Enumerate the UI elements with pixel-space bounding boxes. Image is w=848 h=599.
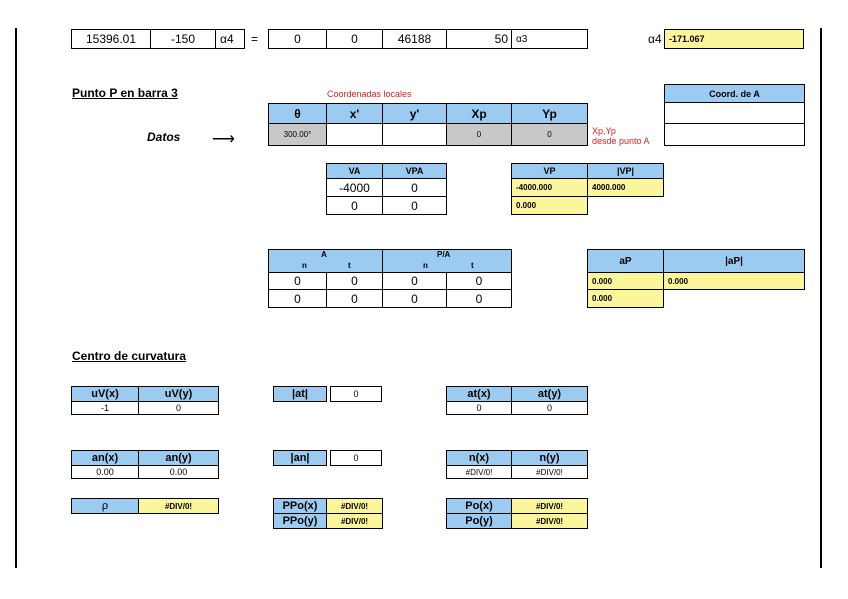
header-aty: at(y) xyxy=(511,386,588,402)
value-x-local[interactable] xyxy=(326,123,383,146)
anx-value[interactable]: 0.00 xyxy=(71,465,139,479)
header-atx: at(x) xyxy=(446,386,512,402)
header-uvx: uV(x) xyxy=(71,386,139,402)
accel-r1-c1[interactable]: 0 xyxy=(268,272,327,290)
left-border-line xyxy=(15,28,17,568)
accel-pa-label: P/A xyxy=(437,250,451,259)
top-cell-2[interactable]: -150 xyxy=(150,29,216,49)
header-y-local: y' xyxy=(382,103,447,124)
header-any: an(y) xyxy=(138,450,219,466)
header-xp: Xp xyxy=(446,103,512,124)
value-theta[interactable]: 300.00° xyxy=(268,123,327,146)
an-abs-value[interactable]: 0 xyxy=(330,450,382,466)
accel-r1-c2[interactable]: 0 xyxy=(326,272,383,290)
header-coord-a: Coord. de A xyxy=(664,84,805,103)
header-ap: aP xyxy=(587,249,664,273)
accel-a-n-label: n xyxy=(302,261,307,270)
xp-yp-note-line2: desde punto A xyxy=(592,136,650,146)
label-at-abs: |at| xyxy=(273,386,327,402)
section-title-centro: Centro de curvatura xyxy=(72,349,187,363)
xp-yp-note-line1: Xp,Yp xyxy=(592,126,616,136)
vp-y-value[interactable]: 0.000 xyxy=(511,196,588,215)
accel-r2-c2[interactable]: 0 xyxy=(326,289,383,308)
ap-abs-value[interactable]: 0.000 xyxy=(663,272,805,290)
vpa-row1[interactable]: 0 xyxy=(382,178,447,197)
value-yp[interactable]: 0 xyxy=(511,123,588,146)
ny-value[interactable]: #DIV/0! xyxy=(511,465,588,479)
header-yp: Yp xyxy=(511,103,588,124)
alpha4-value[interactable]: -171.067 xyxy=(664,29,804,49)
header-nx: n(x) xyxy=(446,450,512,466)
accel-r2-c3[interactable]: 0 xyxy=(382,289,447,308)
poy-value[interactable]: #DIV/0! xyxy=(511,513,588,529)
top-cell-alpha3[interactable]: α3 xyxy=(511,29,588,49)
label-an-abs: |an| xyxy=(273,450,327,466)
accel-a-label: A xyxy=(321,250,327,259)
top-cell-5[interactable]: 0 xyxy=(326,29,383,49)
label-ppoy: PPo(y) xyxy=(273,513,327,529)
datos-label: Datos xyxy=(147,130,181,144)
header-vp-abs: |VP| xyxy=(587,163,664,179)
top-cell-1[interactable]: 15396.01 xyxy=(71,29,151,49)
right-border-line xyxy=(820,28,822,568)
va-row2[interactable]: 0 xyxy=(326,196,383,215)
value-y-local[interactable] xyxy=(382,123,447,146)
header-x-local: x' xyxy=(326,103,383,124)
top-cell-alpha4[interactable]: α4 xyxy=(215,29,245,49)
section-title-punto-p: Punto P en barra 3 xyxy=(72,86,178,100)
accel-pa-n-label: n xyxy=(423,261,428,270)
va-row1[interactable]: -4000 xyxy=(326,178,383,197)
header-vpa: VPA xyxy=(382,163,447,179)
nx-value[interactable]: #DIV/0! xyxy=(446,465,512,479)
accel-r1-c4[interactable]: 0 xyxy=(446,272,512,290)
at-abs-value[interactable]: 0 xyxy=(330,386,382,402)
vp-abs-value[interactable]: 4000.000 xyxy=(587,178,664,197)
vp-x-value[interactable]: -4000.000 xyxy=(511,178,588,197)
label-rho: ρ xyxy=(71,498,139,514)
top-cell-6[interactable]: 46188 xyxy=(382,29,447,49)
header-theta: θ xyxy=(268,103,327,124)
equals-sign: = xyxy=(251,32,259,46)
header-vp: VP xyxy=(511,163,588,179)
accel-r2-c4[interactable]: 0 xyxy=(446,289,512,308)
header-va: VA xyxy=(326,163,383,179)
aty-value[interactable]: 0 xyxy=(511,401,588,415)
coord-a-x[interactable] xyxy=(664,102,805,124)
accel-r2-c1[interactable]: 0 xyxy=(268,289,327,308)
value-xp[interactable]: 0 xyxy=(446,123,512,146)
alpha4-label: α4 xyxy=(648,32,662,46)
local-coords-label: Coordenadas locales xyxy=(327,89,412,99)
ap-x-value[interactable]: 0.000 xyxy=(587,272,664,290)
any-value[interactable]: 0.00 xyxy=(138,465,219,479)
vpa-row2[interactable]: 0 xyxy=(382,196,447,215)
top-cell-7[interactable]: 50 xyxy=(446,29,512,49)
accel-pa-t-label: t xyxy=(471,261,474,270)
ppoy-value[interactable]: #DIV/0! xyxy=(326,513,383,529)
coord-a-y[interactable] xyxy=(664,123,805,146)
top-cell-4[interactable]: 0 xyxy=(268,29,327,49)
datos-arrow-icon: ⟶ xyxy=(212,131,235,148)
header-uvy: uV(y) xyxy=(138,386,219,402)
pox-value[interactable]: #DIV/0! xyxy=(511,498,588,514)
ap-y-value[interactable]: 0.000 xyxy=(587,289,664,308)
uvx-value[interactable]: -1 xyxy=(71,401,139,415)
label-pox: Po(x) xyxy=(446,498,512,514)
header-anx: an(x) xyxy=(71,450,139,466)
label-ppox: PPo(x) xyxy=(273,498,327,514)
header-ny: n(y) xyxy=(511,450,588,466)
accel-r1-c3[interactable]: 0 xyxy=(382,272,447,290)
label-poy: Po(y) xyxy=(446,513,512,529)
uvy-value[interactable]: 0 xyxy=(138,401,219,415)
ppox-value[interactable]: #DIV/0! xyxy=(326,498,383,514)
header-ap-abs: |aP| xyxy=(663,249,805,273)
atx-value[interactable]: 0 xyxy=(446,401,512,415)
rho-value[interactable]: #DIV/0! xyxy=(138,498,219,514)
accel-a-t-label: t xyxy=(348,261,351,270)
